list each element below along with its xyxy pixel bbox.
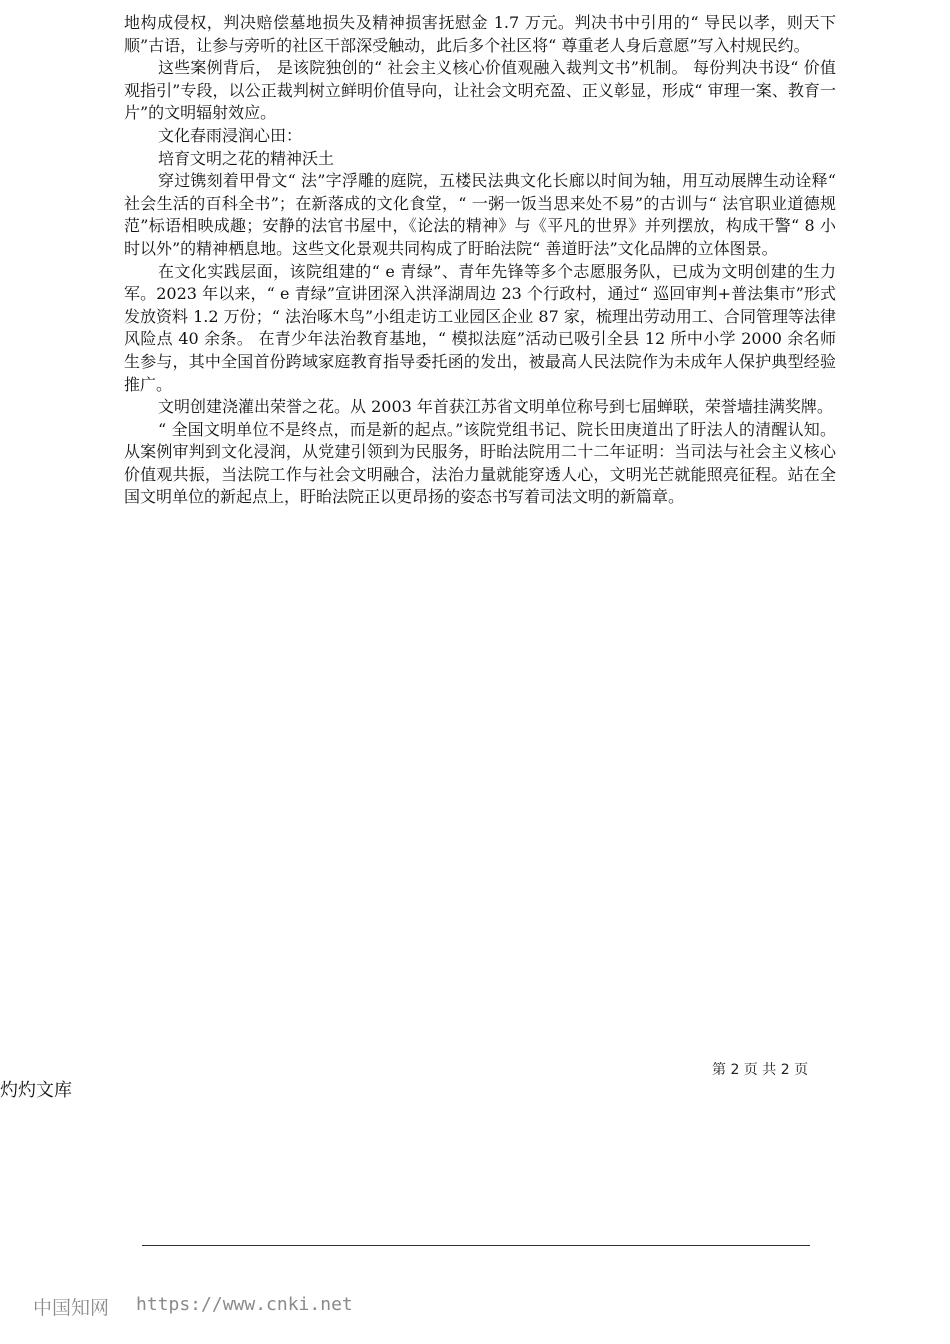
library-name: 灼灼文库 xyxy=(0,1080,72,1101)
page-number: 第 2 页 共 2 页 xyxy=(712,1062,809,1078)
footer-divider xyxy=(142,1245,810,1246)
section-heading: 文化春雨浸润心田： xyxy=(158,125,303,145)
article-body xyxy=(124,12,836,509)
footer-brand: 中国知网 xyxy=(33,1297,110,1319)
paragraph: 文明创建浇灌出荣誉之花。从 2003 年首获江苏省文明单位称号到七届蝉联，荣誉墙挂满奖牌。 xyxy=(158,397,833,417)
paragraph: “ 全国文明单位不是终点，而是新的起点。”该院党组书记、院长田庚道出了盱法人的清醒认知。从案例审判到文化浸润，从党建引领到为民服务，盱眙法院用二十二年证明：当司法与社会主义核心价值观共振，当法院工作与社会文明融合，法治力量就能穿透人心，文明光芒就能照亮征程。站在全国文明单位的新起点上，盱眙法院正以更昂扬的姿态书写着司法文明的新篇章。 xyxy=(124,419,836,507)
paragraph: 地构成侵权，判决赔偿墓地损失及精神损害抚慰金 1.7 万元。判决书中引用的“ 导民以孝，则天下顺”古语，让参与旁听的社区干部深受触动，此后多个社区将“ 尊重老人身后意愿”写入村规民约。 xyxy=(124,13,836,55)
footer-url-link[interactable]: https://www.cnki.net xyxy=(136,1294,353,1315)
paragraph: 在文化实践层面，该院组建的“ e 青绿”、青年先锋等多个志愿服务队，已成为文明创建的生力军。2023 年以来，“ e 青绿”宣讲团深入洪泽湖周边 23 个行政村，通过“ 巡回审判+普法集市”形式发放资料 1.2 万份；“ 法治啄木鸟”小组走访工业园区企业 87 家，梳理出劳动用工、合同管理等法律风险点 40 余条。 在青少年法治教育基地，“ 模拟法庭”活动已吸引全县 12 所中小学 2000 余名师生参与，其中全国首份跨域家庭教育指导委托函的发出，被最高人民法院作为未成年人保护典型经验推广。 xyxy=(124,261,836,394)
paragraph: 这些案例背后， 是该院独创的“ 社会主义核心价值观融入裁判文书”机制。 每份判决书设“ 价值观指引”专段，以公正裁判树立鲜明价值导向，让社会文明充盈、正义彰显，形成“ 审理一案、教育一片”的文明辐射效应。 xyxy=(124,58,836,123)
section-subheading: 培育文明之花的精神沃土 xyxy=(158,148,335,168)
paragraph: 穿过镌刻着甲骨文“ 法”字浮雕的庭院，五楼民法典文化长廊以时间为轴，用互动展牌生动诠释“ 社会生活的百科全书”；在新落成的文化食堂，“ 一粥一饭当思来处不易”的古训与“ 法官职业道德规范”标语相映成趣；安静的法官书屋中，《论法的精神》与《平凡的世界》并列摆放，构成干警“ 8 小时以外”的精神栖息地。这些文化景观共同构成了盱眙法院“ 善道盱法”文化品牌的立体图景。 xyxy=(124,171,836,258)
